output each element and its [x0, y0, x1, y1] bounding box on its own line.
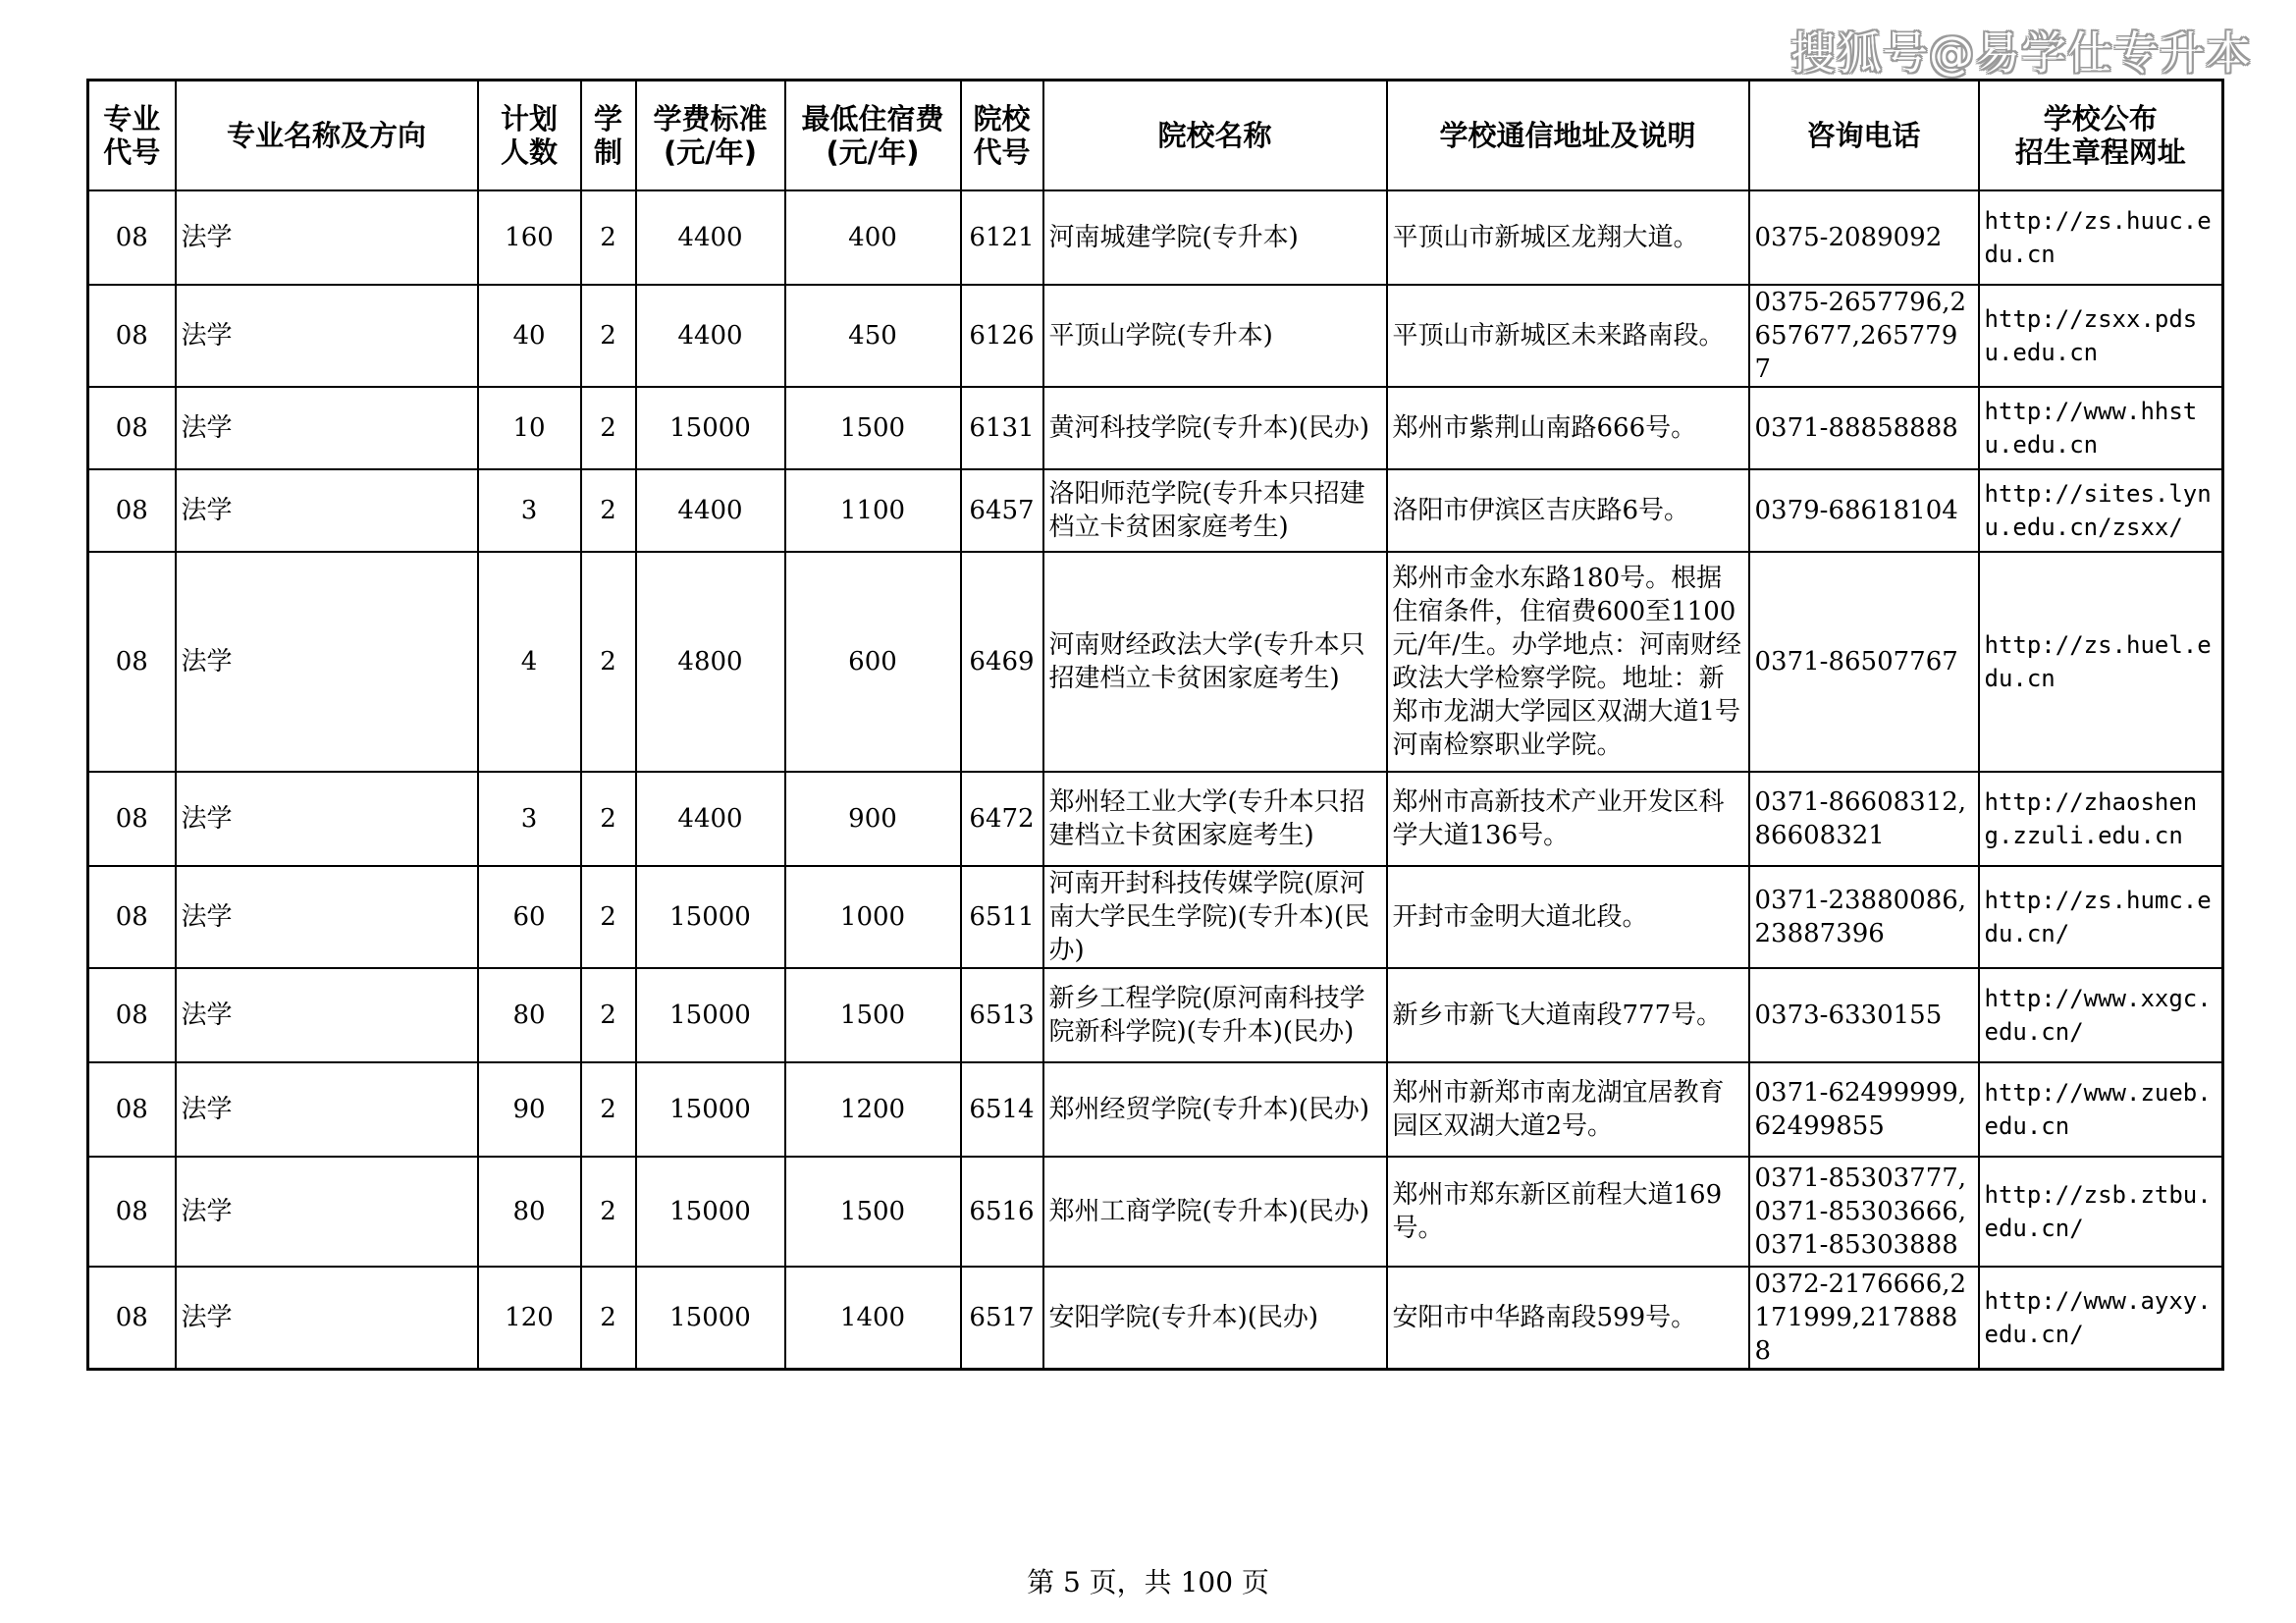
admissions-table [86, 79, 2224, 1371]
school-code-cell: 6469 [961, 552, 1043, 772]
header-years: 学 制 [581, 81, 636, 191]
major-code-cell: 08 [88, 552, 176, 772]
school-name-cell: 河南开封科技传媒学院(原河南大学民生学院)(专升本)(民办) [1043, 866, 1387, 968]
school-code-cell: 6516 [961, 1157, 1043, 1267]
major-name-cell: 法学 [176, 866, 478, 968]
years-cell: 2 [581, 285, 636, 387]
plan-count-cell: 160 [478, 190, 581, 285]
dorm-fee-cell: 1500 [785, 968, 961, 1062]
address-cell: 郑州市金水东路180号。根据住宿条件，住宿费600至1100元/年/生。办学地点：河南财经政法大学检察学院。地址：新郑市龙湖大学园区双湖大道1号河南检察职业学院。 [1387, 552, 1749, 772]
major-code-cell: 08 [88, 190, 176, 285]
plan-count-cell: 3 [478, 772, 581, 866]
tuition-cell: 15000 [636, 968, 785, 1062]
phone-cell: 0379-68618104 [1749, 469, 1979, 552]
school-code-cell: 6472 [961, 772, 1043, 866]
address-cell: 新乡市新飞大道南段777号。 [1387, 968, 1749, 1062]
table-body [88, 190, 2223, 1370]
major-name-cell: 法学 [176, 1062, 478, 1157]
major-code-cell: 08 [88, 387, 176, 469]
tuition-cell: 15000 [636, 1157, 785, 1267]
dorm-fee-cell: 400 [785, 190, 961, 285]
address-cell: 郑州市紫荆山南路666号。 [1387, 387, 1749, 469]
years-cell: 2 [581, 1267, 636, 1370]
plan-count-cell: 40 [478, 285, 581, 387]
plan-count-cell: 10 [478, 387, 581, 469]
school-name-cell: 新乡工程学院(原河南科技学院新科学院)(专升本)(民办) [1043, 968, 1387, 1062]
phone-cell: 0371-86507767 [1749, 552, 1979, 772]
school-code-cell: 6457 [961, 469, 1043, 552]
table-row [88, 469, 2223, 552]
dorm-fee-cell: 1500 [785, 387, 961, 469]
address-cell: 平顶山市新城区未来路南段。 [1387, 285, 1749, 387]
address-cell: 洛阳市伊滨区吉庆路6号。 [1387, 469, 1749, 552]
url-cell: http://zsb.ztbu.edu.cn/ [1979, 1157, 2223, 1267]
phone-cell: 0371-86608312,86608321 [1749, 772, 1979, 866]
url-cell: http://zs.humc.edu.cn/ [1979, 866, 2223, 968]
plan-count-cell: 90 [478, 1062, 581, 1157]
school-name-cell: 郑州工商学院(专升本)(民办) [1043, 1157, 1387, 1267]
address-cell: 平顶山市新城区龙翔大道。 [1387, 190, 1749, 285]
major-name-cell: 法学 [176, 772, 478, 866]
major-code-cell: 08 [88, 285, 176, 387]
tuition-cell: 15000 [636, 1062, 785, 1157]
header-school-code: 院校 代号 [961, 81, 1043, 191]
plan-count-cell: 80 [478, 1157, 581, 1267]
table-row [88, 190, 2223, 285]
major-name-cell: 法学 [176, 469, 478, 552]
url-cell: http://www.hhstu.edu.cn [1979, 387, 2223, 469]
plan-count-cell: 4 [478, 552, 581, 772]
phone-cell: 0375-2657796,2657677,2657797 [1749, 285, 1979, 387]
major-name-cell: 法学 [176, 387, 478, 469]
school-code-cell: 6121 [961, 190, 1043, 285]
address-cell: 郑州市郑东新区前程大道169号。 [1387, 1157, 1749, 1267]
major-code-cell: 08 [88, 469, 176, 552]
plan-count-cell: 3 [478, 469, 581, 552]
years-cell: 2 [581, 469, 636, 552]
url-cell: http://zsxx.pdsu.edu.cn [1979, 285, 2223, 387]
address-cell: 郑州市新郑市南龙湖宜居教育园区双湖大道2号。 [1387, 1062, 1749, 1157]
url-cell: http://www.ayxy.edu.cn/ [1979, 1267, 2223, 1370]
tuition-cell: 4800 [636, 552, 785, 772]
url-cell: http://zhaosheng.zzuli.edu.cn [1979, 772, 2223, 866]
phone-cell: 0371-88858888 [1749, 387, 1979, 469]
dorm-fee-cell: 1400 [785, 1267, 961, 1370]
plan-count-cell: 60 [478, 866, 581, 968]
dorm-fee-cell: 1000 [785, 866, 961, 968]
school-name-cell: 平顶山学院(专升本) [1043, 285, 1387, 387]
school-code-cell: 6517 [961, 1267, 1043, 1370]
table-row [88, 1267, 2223, 1370]
header-dorm-fee: 最低住宿费 (元/年) [785, 81, 961, 191]
address-cell: 开封市金明大道北段。 [1387, 866, 1749, 968]
years-cell: 2 [581, 1157, 636, 1267]
major-name-cell: 法学 [176, 968, 478, 1062]
school-name-cell: 郑州经贸学院(专升本)(民办) [1043, 1062, 1387, 1157]
dorm-fee-cell: 600 [785, 552, 961, 772]
major-name-cell: 法学 [176, 1157, 478, 1267]
tuition-cell: 15000 [636, 866, 785, 968]
table-row [88, 285, 2223, 387]
dorm-fee-cell: 450 [785, 285, 961, 387]
school-name-cell: 河南财经政法大学(专升本只招建档立卡贫困家庭考生) [1043, 552, 1387, 772]
school-name-cell: 洛阳师范学院(专升本只招建档立卡贫困家庭考生) [1043, 469, 1387, 552]
tuition-cell: 4400 [636, 772, 785, 866]
table-row [88, 387, 2223, 469]
header-school-name: 院校名称 [1043, 81, 1387, 191]
table-row [88, 1062, 2223, 1157]
dorm-fee-cell: 1200 [785, 1062, 961, 1157]
phone-cell: 0371-23880086,23887396 [1749, 866, 1979, 968]
years-cell: 2 [581, 1062, 636, 1157]
phone-cell: 0371-85303777,0371-85303666,0371-85303888 [1749, 1157, 1979, 1267]
school-code-cell: 6131 [961, 387, 1043, 469]
table-row [88, 968, 2223, 1062]
table-row [88, 552, 2223, 772]
major-name-cell: 法学 [176, 190, 478, 285]
header-plan-count: 计划 人数 [478, 81, 581, 191]
header-address: 学校通信地址及说明 [1387, 81, 1749, 191]
major-code-cell: 08 [88, 1157, 176, 1267]
phone-cell: 0371-62499999,62499855 [1749, 1062, 1979, 1157]
address-cell: 安阳市中华路南段599号。 [1387, 1267, 1749, 1370]
tuition-cell: 15000 [636, 1267, 785, 1370]
url-cell: http://zs.huuc.edu.cn [1979, 190, 2223, 285]
major-code-cell: 08 [88, 866, 176, 968]
plan-count-cell: 120 [478, 1267, 581, 1370]
address-cell: 郑州市高新技术产业开发区科学大道136号。 [1387, 772, 1749, 866]
phone-cell: 0375-2089092 [1749, 190, 1979, 285]
table-row [88, 1157, 2223, 1267]
years-cell: 2 [581, 387, 636, 469]
major-code-cell: 08 [88, 1062, 176, 1157]
watermark: 搜狐号@易学仕专升本 [1790, 27, 2252, 80]
header-phone: 咨询电话 [1749, 81, 1979, 191]
years-cell: 2 [581, 866, 636, 968]
school-name-cell: 黄河科技学院(专升本)(民办) [1043, 387, 1387, 469]
tuition-cell: 4400 [636, 190, 785, 285]
plan-count-cell: 80 [478, 968, 581, 1062]
school-code-cell: 6514 [961, 1062, 1043, 1157]
school-name-cell: 河南城建学院(专升本) [1043, 190, 1387, 285]
major-code-cell: 08 [88, 1267, 176, 1370]
tuition-cell: 4400 [636, 469, 785, 552]
header-major-name: 专业名称及方向 [176, 81, 478, 191]
header-major-code: 专业 代号 [88, 81, 176, 191]
major-code-cell: 08 [88, 772, 176, 866]
years-cell: 2 [581, 190, 636, 285]
phone-cell: 0372-2176666,2171999,2178888 [1749, 1267, 1979, 1370]
years-cell: 2 [581, 772, 636, 866]
years-cell: 2 [581, 968, 636, 1062]
url-cell: http://www.zueb.edu.cn [1979, 1062, 2223, 1157]
tuition-cell: 4400 [636, 285, 785, 387]
dorm-fee-cell: 1500 [785, 1157, 961, 1267]
dorm-fee-cell: 1100 [785, 469, 961, 552]
major-name-cell: 法学 [176, 1267, 478, 1370]
school-code-cell: 6513 [961, 968, 1043, 1062]
dorm-fee-cell: 900 [785, 772, 961, 866]
phone-cell: 0373-6330155 [1749, 968, 1979, 1062]
header-url: 学校公布 招生章程网址 [1979, 81, 2223, 191]
url-cell: http://zs.huel.edu.cn [1979, 552, 2223, 772]
url-cell: http://sites.lynu.edu.cn/zsxx/ [1979, 469, 2223, 552]
major-code-cell: 08 [88, 968, 176, 1062]
tuition-cell: 15000 [636, 387, 785, 469]
header-tuition: 学费标准 (元/年) [636, 81, 785, 191]
major-name-cell: 法学 [176, 552, 478, 772]
page-number: 第 5 页，共 100 页 [1027, 1566, 1269, 1598]
major-name-cell: 法学 [176, 285, 478, 387]
table-row [88, 772, 2223, 866]
school-name-cell: 郑州轻工业大学(专升本只招建档立卡贫困家庭考生) [1043, 772, 1387, 866]
school-name-cell: 安阳学院(专升本)(民办) [1043, 1267, 1387, 1370]
school-code-cell: 6511 [961, 866, 1043, 968]
url-cell: http://www.xxgc.edu.cn/ [1979, 968, 2223, 1062]
school-code-cell: 6126 [961, 285, 1043, 387]
table-row [88, 866, 2223, 968]
years-cell: 2 [581, 552, 636, 772]
header-row [88, 81, 2223, 191]
